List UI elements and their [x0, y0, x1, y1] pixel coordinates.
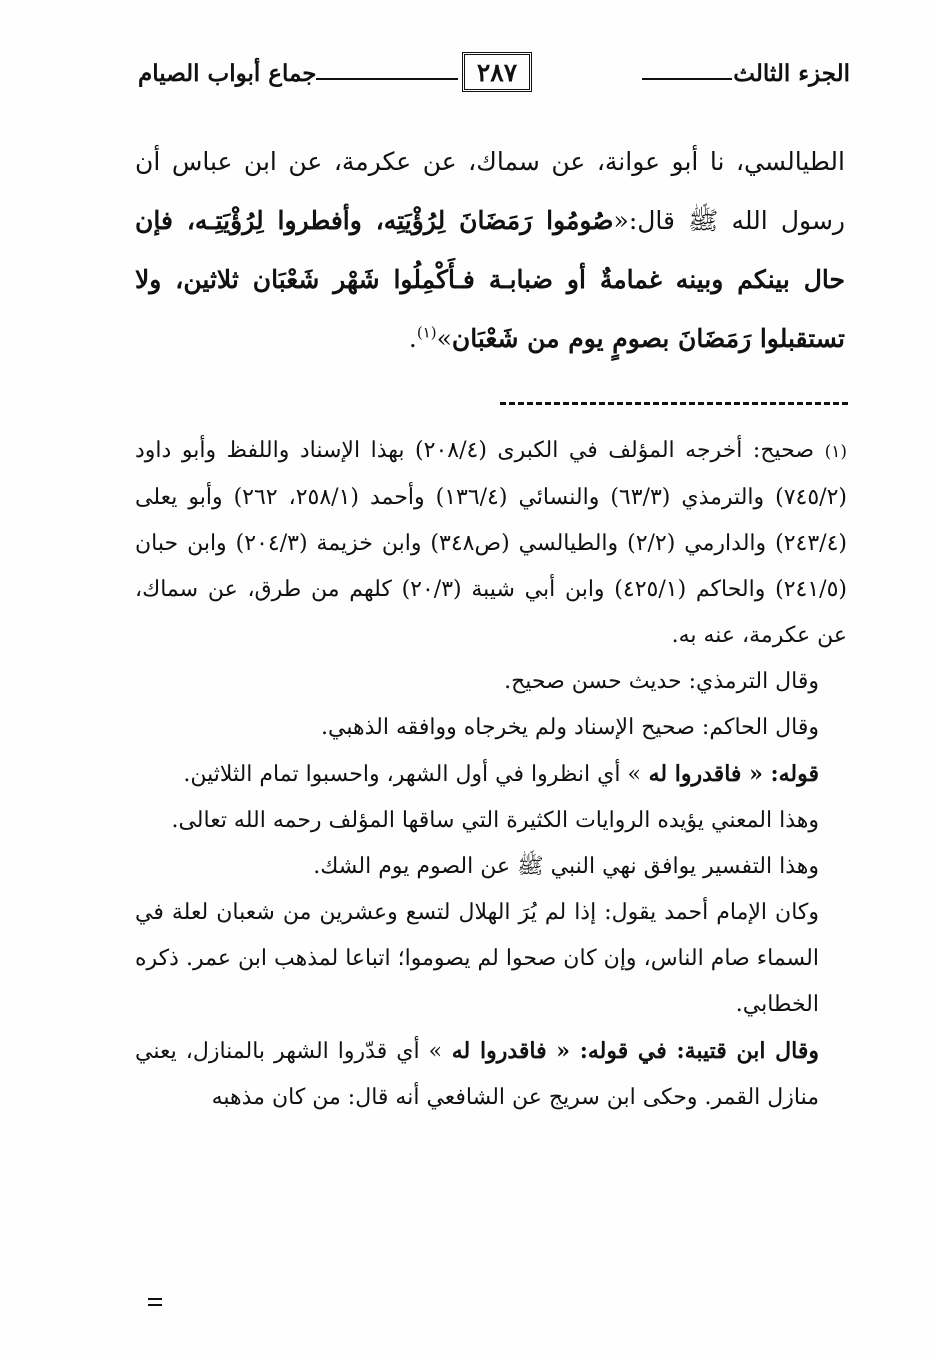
isnad-text: الطيالسي، نا أبو عوانة، عن سماك، عن عكرمة، عن ابن عباس أن: [135, 147, 845, 176]
qutayba-rest: » أي قدّروا الشهر بالمنازل، يعني منازل القمر. وحكى ابن سريج عن الشافعي أنه قال: من كان مذهبه: [135, 1039, 819, 1110]
hadith-intro: رسول الله ﷺ قال:«: [613, 206, 845, 235]
qutayba-prefix: وقال ابن قتيبة: في قوله: «: [556, 1038, 820, 1064]
header-rule-right: [642, 78, 732, 80]
header-rule-left: [316, 78, 458, 80]
qutayba-note: [135, 1028, 847, 1121]
hadith-end: .: [408, 324, 417, 353]
tafsir-note: وهذا التفسير يوافق نهي النبي ﷺ عن الصوم يوم الشك.: [313, 854, 819, 879]
maani-note: وهذا المعني يؤيده الروايات الكثيرة التي ساقها المؤلف رحمه الله تعالى.: [171, 808, 819, 833]
qawl-quote: فاقدروا له: [640, 761, 750, 787]
qawl-rest: » أي انظروا في أول الشهر، واحسبوا تمام الثلاثين.: [183, 762, 641, 787]
footnote-1-text: صحيح: أخرجه المؤلف في الكبرى (٢٠٨/٤) بهذا الإسناد واللفظ وأبو داود (٧٤٥/٢) والترمذي (٦٣/٣) والنسائي (١٣٦/٤) وأحمد (٢٥٨/١، ٢٦٢) وأبو يعلى (٢٤٣/٤) والدارمي (٢/٢) والطيالسي (ص٣٤٨) وابن خزيمة (٢٠٤/٣) وابن حبان (٢٤١/٥) والحاكم (٤٢٥/١) وابن أبي شيبة (٢٠/٣) كلهم من طرق، عن سماك، عن عكرمة، عنه به.: [135, 438, 847, 648]
footnote-1: [135, 428, 847, 659]
continuation-mark: [148, 1298, 162, 1306]
qawl-note: [135, 751, 847, 798]
ahmad-note: وكان الإمام أحمد يقول: إذا لم يُرَ الهلال لتسع وعشرين من شعبان لعلة في السماء صام الناس، وإن كان صحوا لم يصوموا؛ اتباعا لمذهب ابن عمر. ذكره الخطابي.: [135, 900, 819, 1017]
hakim-note: وقال الحاكم: صحيح الإسناد ولم يخرجاه ووافقه الذهبي.: [321, 715, 819, 740]
qawl-prefix: قوله: «: [749, 761, 819, 787]
hadith-paragraph: [135, 132, 845, 368]
footnote-reference[interactable]: (١): [416, 323, 437, 342]
footnote-separator: [500, 402, 848, 405]
tirmidhi-note: وقال الترمذي: حديث حسن صحيح.: [504, 669, 819, 694]
footnote-1-mark: (١): [824, 442, 848, 462]
volume-label: الجزء الثالث: [733, 60, 850, 87]
hadith-matn: صُومُوا رَمَضَانَ لِرُؤْيَتِه، وأفطروا لِرُؤْيَتِـه، فإن حال بينكم وبينه غمامةٌ أو ضبابـة فـأَكْمِلُوا شَهْر شَعْبَان ثلاثين، ولا تستقبلوا رَمَضَانَ بصومٍ يوم من شَعْبَان: [135, 206, 845, 353]
footnotes: [135, 428, 847, 1121]
main-text: [135, 132, 845, 368]
page-header: [138, 52, 850, 102]
qutayba-quote: فاقدروا له: [442, 1038, 557, 1064]
page-number: ٢٨٧: [462, 52, 532, 92]
chapter-label: جماع أبواب الصيام: [138, 60, 317, 87]
hadith-close-quote: »: [436, 324, 452, 353]
